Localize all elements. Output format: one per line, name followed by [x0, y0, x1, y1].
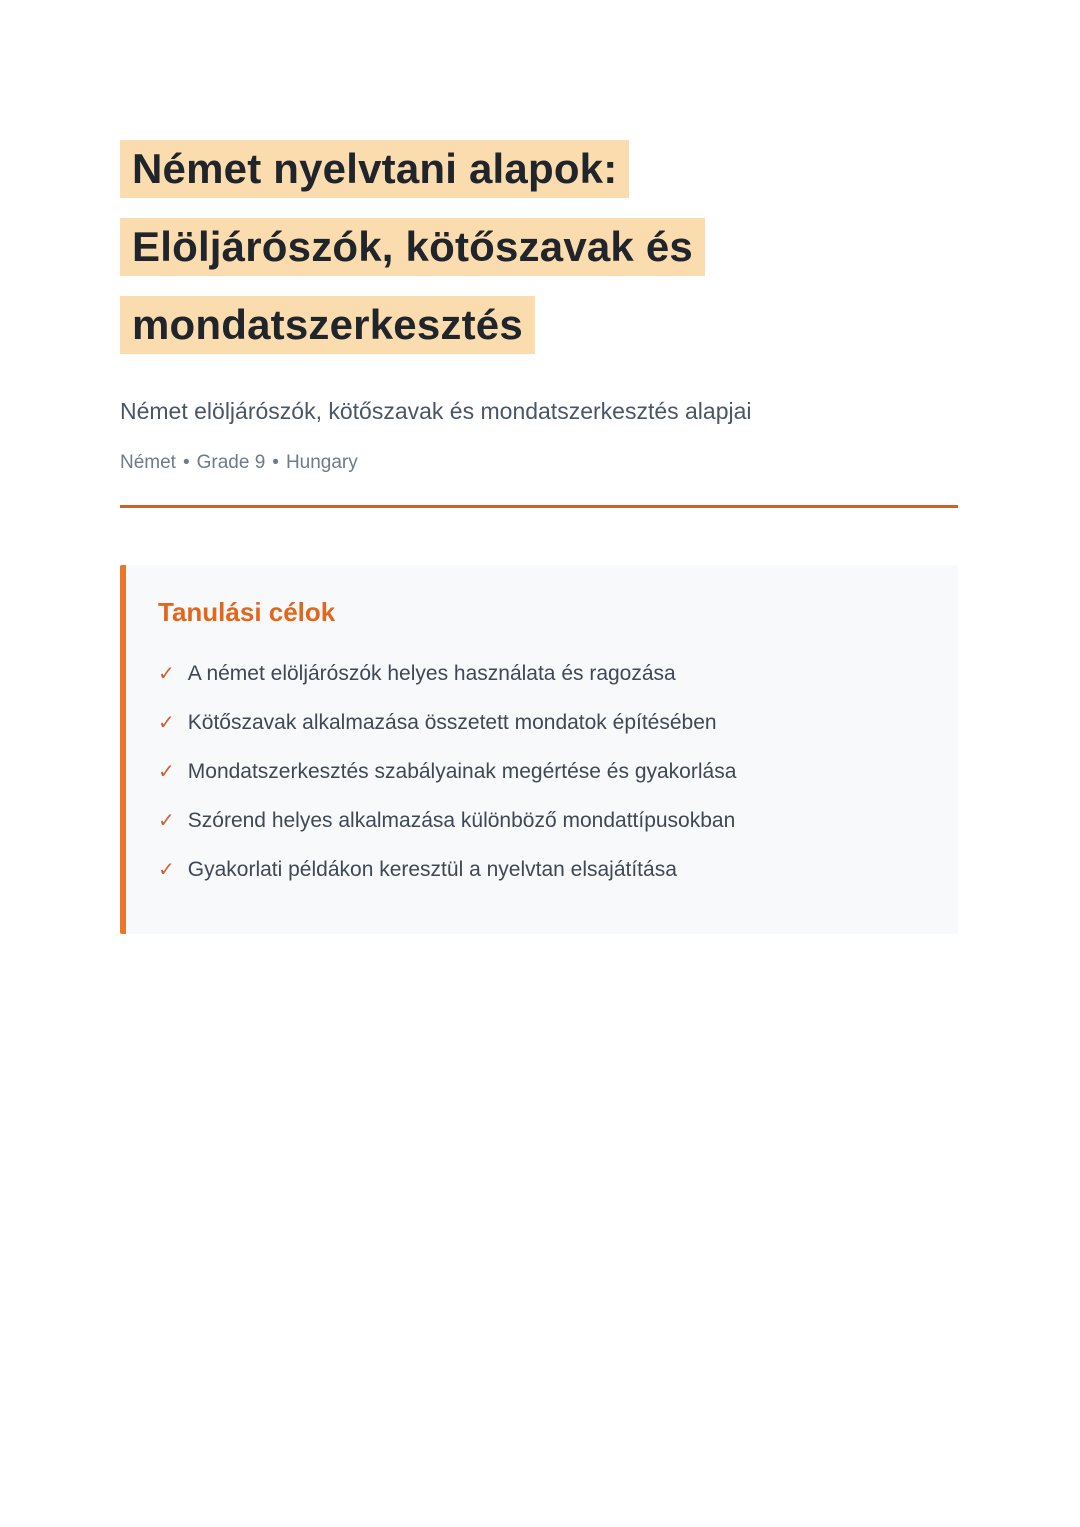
page-subtitle: Német elöljárószók, kötőszavak és mondatszerkesztés alapjai — [120, 398, 752, 424]
learning-goals-card — [120, 565, 958, 934]
checkmark-icon: ✓ — [158, 859, 175, 881]
goal-text: Kötőszavak alkalmazása összetett mondatok építésében — [187, 711, 717, 734]
bullet-separator: • — [182, 452, 190, 473]
section-divider — [120, 505, 958, 508]
meta-line — [120, 452, 960, 474]
goal-item — [158, 807, 918, 835]
goal-text: Gyakorlati példákon keresztül a nyelvtan elsajátítása — [187, 858, 677, 881]
title-line-3: mondatszerkesztés — [120, 296, 535, 354]
page-title — [120, 130, 960, 364]
goal-item — [158, 709, 918, 737]
goals-list — [158, 660, 918, 884]
content-area — [120, 0, 960, 934]
meta-country: Hungary — [285, 452, 358, 473]
goal-item — [158, 856, 918, 884]
goal-text: Szórend helyes alkalmazása különböző mondattípusokban — [187, 809, 736, 832]
meta-grade: Grade 9 — [196, 452, 266, 473]
goal-text: A német elöljárószók helyes használata és ragozása — [187, 662, 676, 685]
meta-subject: Német — [120, 452, 176, 473]
checkmark-icon: ✓ — [158, 712, 175, 734]
goal-item — [158, 660, 918, 688]
card-title: Tanulási célok — [158, 597, 336, 627]
checkmark-icon: ✓ — [158, 810, 175, 832]
title-line-2: Elöljárószók, kötőszavak és — [120, 218, 705, 276]
checkmark-icon: ✓ — [158, 663, 175, 685]
goal-text: Mondatszerkesztés szabályainak megértése és gyakorlása — [187, 760, 737, 783]
goal-item — [158, 758, 918, 786]
title-line-1: Német nyelvtani alapok: — [120, 140, 629, 198]
checkmark-icon: ✓ — [158, 761, 175, 783]
bullet-separator: • — [272, 452, 279, 473]
